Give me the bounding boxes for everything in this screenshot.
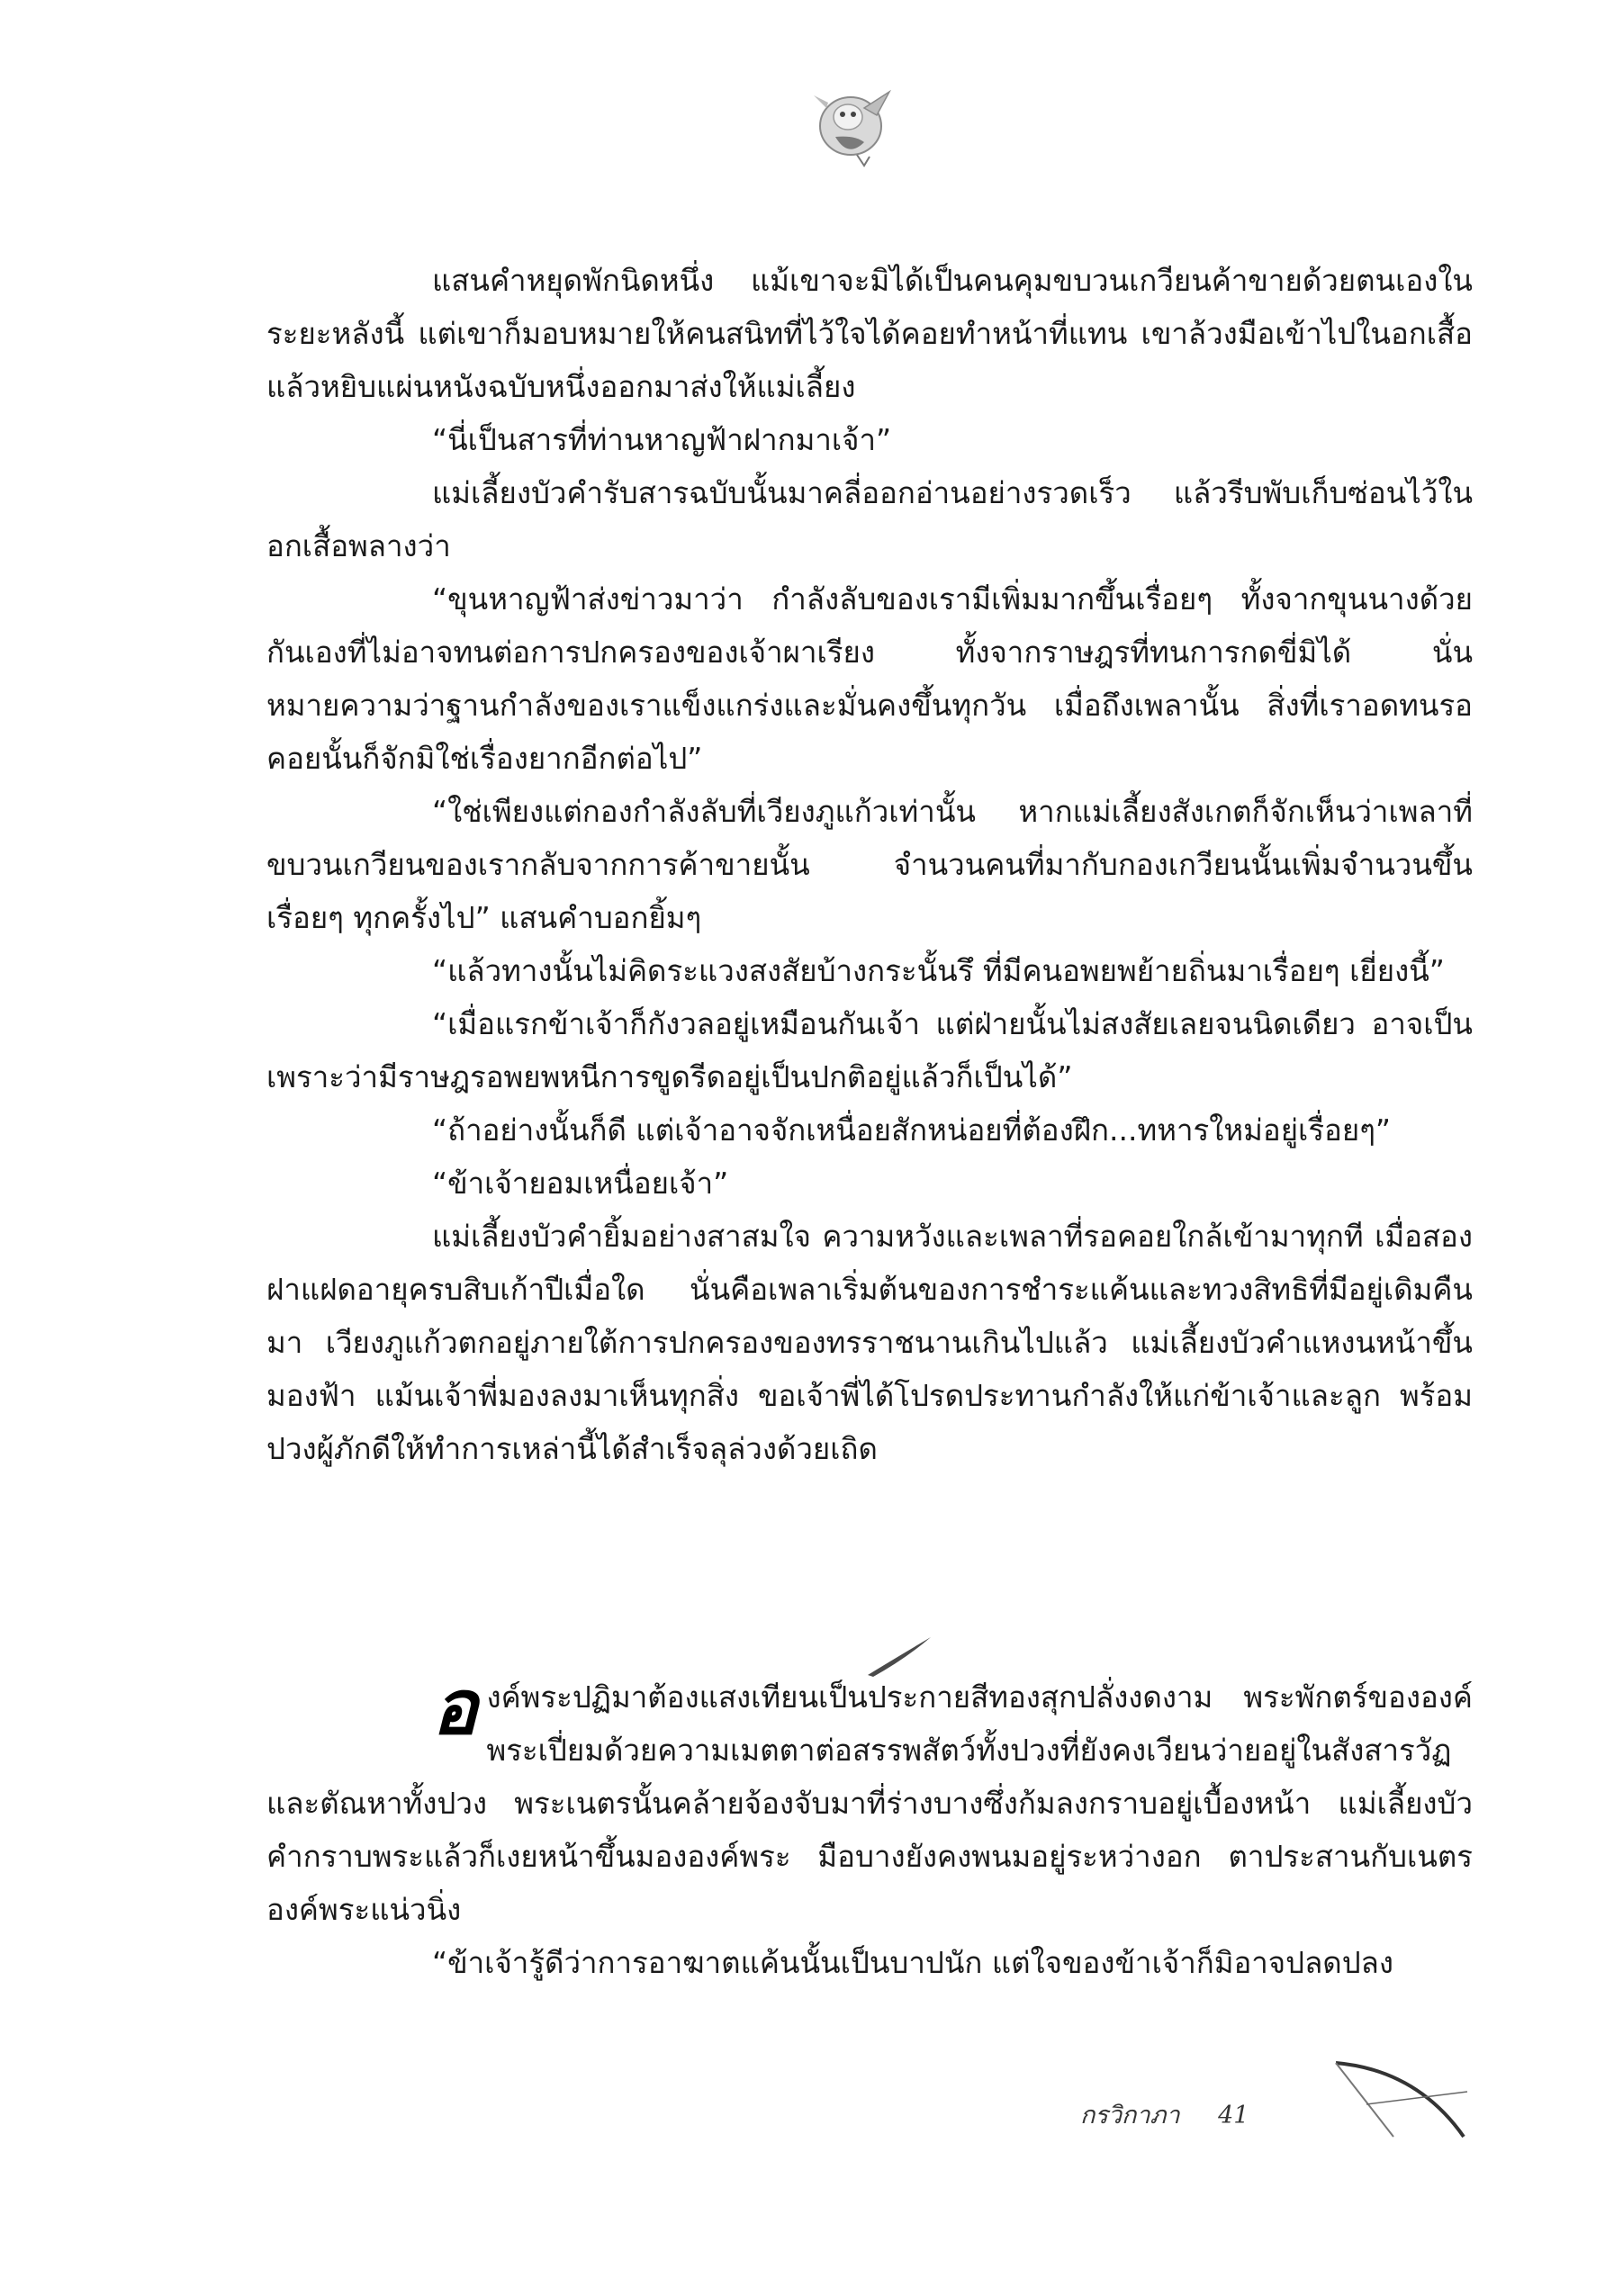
corner-bow-ornament: [1330, 2056, 1474, 2142]
scene-opening-paragraph: [266, 1662, 1473, 1936]
page-footer: [1080, 2095, 1249, 2134]
page-number: 41: [1218, 2102, 1249, 2129]
paragraph: “แล้วทางนั้นไม่คิดระแวงสงสัยบ้างกระนั้นรึ ที่มีคนอพยพย้ายถิ่นมาเรื่อยๆ เยี่ยงนี้”: [432, 953, 1445, 988]
book-title: กรวิกาภา: [1080, 2102, 1180, 2129]
scene-opening-text: งค์พระปฏิมาต้องแสงเทียนเป็นประกายสีทองสุกปลั่งงดงาม พระพักตร์ขององค์พระเปี่ยมด้วยความเมตตาต่อสรรพสัตว์ทั้งปวงที่ยังคงเวียนว่ายอยู่ในสังสารวัฏและตัณหาทั้งปวง พระเนตรนั้นคล้ายจ้องจับมาที่ร่างบางซึ่งก้มลงกราบอยู่เบื้องหน้า แม่เลี้ยงบัวคำกราบพระแล้วก็เงยหน้าขึ้นมององค์พระ มือบางยังคงพนมอยู่ระหว่างอก ตาประสานกับเนตรองค์พระแน่วนิ่ง: [266, 1679, 1473, 1927]
paragraph: “นี่เป็นสารที่ท่านหาญฟ้าฝากมาเจ้า”: [432, 422, 892, 457]
paragraph: “เมื่อแรกข้าเจ้าก็กังวลอยู่เหมือนกันเจ้า แต่ฝ่ายนั้นไม่สงสัยเลยจนนิดเดียว อาจเป็นเพราะว่ามีราษฎรอพยพหนีการขูดรีดอยู่เป็นปกติอยู่แล้วก็เป็นได้”: [266, 1006, 1473, 1094]
paragraph: “ถ้าอย่างนั้นก็ดี แต่เจ้าอาจจักเหนื่อยสักหน่อยที่ต้องฝึก...ทหารใหม่อยู่เรื่อยๆ”: [432, 1112, 1392, 1148]
paragraph: แม่เลี้ยงบัวคำยิ้มอย่างสาสมใจ ความหวังและเพลาที่รอคอยใกล้เข้ามาทุกที เมื่อสองฝาแฝดอายุครบสิบเก้าปีเมื่อใด นั่นคือเพลาเริ่มต้นของการชำระแค้นและทวงสิทธิที่มีอยู่เดิมคืนมา เวียงภูแก้วตกอยู่ภายใต้การปกครองของทรราชนานเกินไปแล้ว แม่เลี้ยงบัวคำแหงนหน้าขึ้นมองฟ้า แม้นเจ้าพี่มองลงมาเห็นทุกสิ่ง ขอเจ้าพี่ได้โปรดประทานกำลังให้แก่ข้าเจ้าและลูก พร้อมปวงผู้ภักดีให้ทำการเหล่านี้ได้สำเร็จลุล่วงด้วยเถิด: [266, 1219, 1473, 1466]
paragraph: “ข้าเจ้ายอมเหนื่อยเจ้า”: [432, 1166, 729, 1201]
story-text-before-break: [266, 254, 1473, 1475]
paragraph: แสนคำหยุดพักนิดหนึ่ง แม้เขาจะมิได้เป็นคนคุมขบวนเกวียนค้าขายด้วยตนเองในระยะหลังนี้ แต่เขาก็มอบหมายให้คนสนิทที่ไว้ใจได้คอยทำหน้าที่แทน เขาล้วงมือเข้าไปในอกเสื้อ แล้วหยิบแผ่นหนังฉบับหนึ่งออกมาส่งให้แม่เลี้ยง: [266, 263, 1473, 404]
paragraph: “ใช่เพียงแต่กองกำลังลับที่เวียงภูแก้วเท่านั้น หากแม่เลี้ยงสังเกตก็จักเห็นว่าเพลาที่ขบวนเกวียนของเรากลับจากการค้าขายนั้น จำนวนคนที่มากับกองเกวียนนั้นเพิ่มจำนวนขึ้นเรื่อยๆ ทุกครั้งไป” แสนคำบอกยิ้มๆ: [266, 794, 1473, 935]
paragraph: แม่เลี้ยงบัวคำรับสารฉบับนั้นมาคลี่ออกอ่านอย่างรวดเร็ว แล้วรีบพับเก็บซ่อนไว้ในอกเสื้อพลางว่า: [266, 475, 1473, 563]
paragraph: “ขุนหาญฟ้าส่งข่าวมาว่า กำลังลับของเรามีเพิ่มมากขึ้นเรื่อยๆ ทั้งจากขุนนางด้วยกันเองที่ไม่อาจทนต่อการปกครองของเจ้าผาเรียง ทั้งจากราษฎรที่ทนการกดขี่มิได้ นั่นหมายความว่าฐานกำลังของเราแข็งแกร่งและมั่นคงขึ้นทุกวัน เมื่อถึงเพลานั้น สิ่งที่เราอดทนรอคอยนั้นก็จักมิใช่เรื่องยากอีกต่อไป”: [266, 581, 1473, 776]
cartoon-bird-ornament: [801, 72, 900, 171]
story-text-after-break: [266, 1662, 1473, 1989]
drop-cap-letter: อ: [432, 1662, 478, 1751]
paragraph: “ข้าเจ้ารู้ดีว่าการอาฆาตแค้นนั้นเป็นบาปนัก แต่ใจของข้าเจ้าก็มิอาจปลดปลง: [432, 1945, 1394, 1980]
